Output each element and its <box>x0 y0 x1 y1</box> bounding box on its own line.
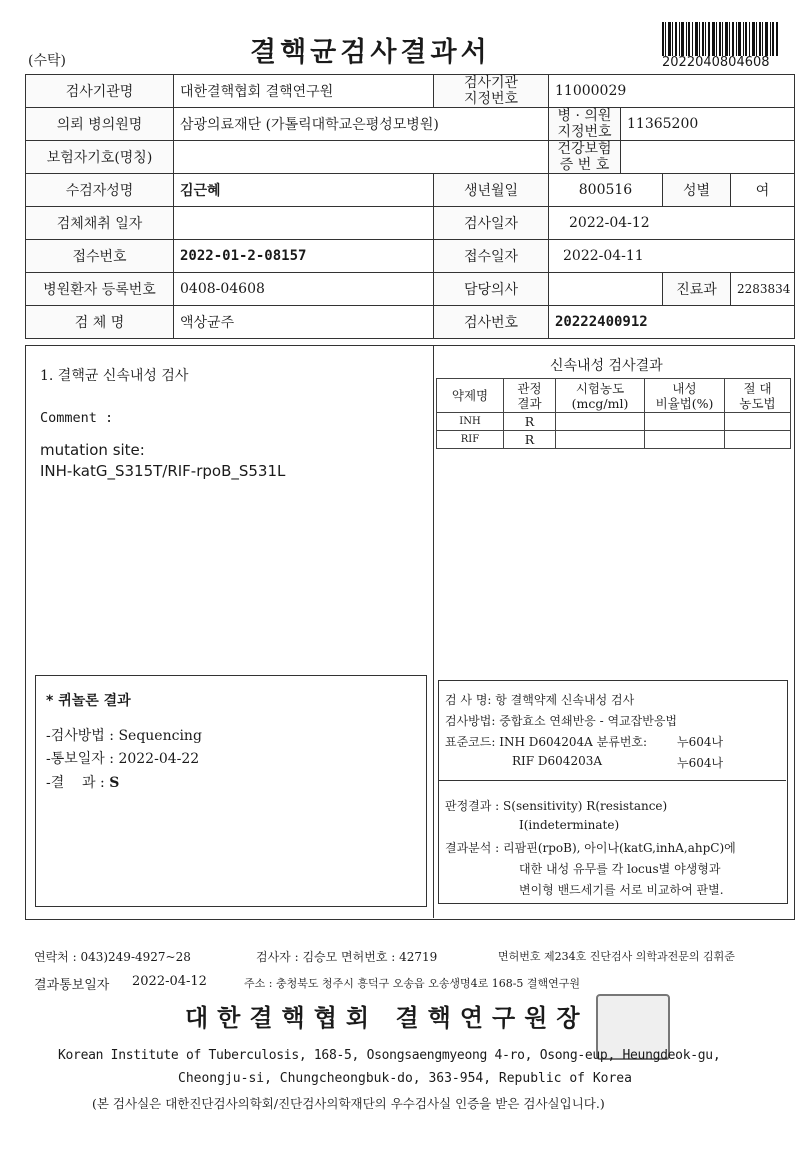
patient-name-label: 수검자성명 <box>26 174 174 207</box>
health-ins-no <box>621 141 795 174</box>
col-concentration: 시험농도 (mcg/ml) <box>556 379 645 413</box>
method-line-3: 표준코드: INH D604204A 분류번호: <box>445 735 648 749</box>
sex: 여 <box>731 174 795 207</box>
method-line-3-code: 누604나 <box>677 735 724 749</box>
receipt-date-label: 접수일자 <box>434 240 549 273</box>
notify-date: 2022-04-12 <box>132 974 207 989</box>
ratio-cell <box>645 413 725 431</box>
test-no-label: 검사번호 <box>434 306 549 339</box>
specialist: 면허번호 제234호 진단검사 의학과전문의 김휘준 <box>498 950 735 963</box>
english-address-1: Korean Institute of Tuberculosis, 168-5, Osongsaengmyeong 4-ro, Osong-eup, Heungdeok-gu, <box>58 1048 721 1063</box>
table-row <box>437 413 791 431</box>
method-line-4-code: 누604나 <box>677 756 724 770</box>
intake-label: (수탁) <box>28 53 66 69</box>
abs-cell <box>725 413 791 431</box>
result-cell: R <box>504 413 556 431</box>
quinolone-notify: -통보일자 : 2022-04-22 <box>46 751 200 767</box>
patient-reg-label: 병원환자 등록번호 <box>26 273 174 306</box>
barcode-number: 2022040804608 <box>662 55 770 70</box>
req-hospital-label: 의뢰 병의원명 <box>26 108 174 141</box>
abs-cell <box>725 431 791 449</box>
method-line-1: 검 사 명: 항 결핵약제 신속내성 검사 <box>445 693 635 707</box>
drug-cell: RIF <box>437 431 504 449</box>
certification: (본 검사실은 대한진단검사의학회/진단검사의학재단의 우수검사실 인증을 받은 검사실입니다.) <box>92 1096 605 1111</box>
inst-no-label: 검사기관 지정번호 <box>434 75 549 108</box>
inst-name: 대한결핵협회 결핵연구원 <box>174 75 434 108</box>
patient-name: 김근혜 <box>174 174 434 207</box>
collect-date <box>174 207 434 240</box>
mutation-value: INH-katG_S315T/RIF-rpoB_S531L <box>40 462 286 480</box>
test-date-label: 검사일자 <box>434 207 549 240</box>
comment-label: Comment : <box>40 410 114 426</box>
divider <box>433 345 434 918</box>
method-info-divider <box>438 780 786 781</box>
receipt-no-label: 접수번호 <box>26 240 174 273</box>
director-title: 대한결핵협회 결핵연구원장 <box>185 1004 589 1032</box>
birth: 800516 <box>549 174 663 207</box>
inst-name-label: 검사기관명 <box>26 75 174 108</box>
col-drug: 약제명 <box>437 379 504 413</box>
specimen: 액상균주 <box>174 306 434 339</box>
mutation-label: mutation site: <box>40 441 145 459</box>
birth-label: 생년월일 <box>434 174 549 207</box>
health-ins-label: 건강보험 증 번 호 <box>549 141 621 174</box>
drug-cell: INH <box>437 413 504 431</box>
sex-label: 성별 <box>663 174 731 207</box>
address: 주소 : 충청북도 청주시 흥덕구 오송읍 오송생명4로 168-5 결핵연구원 <box>244 977 581 990</box>
page-title: 결핵균검사결과서 <box>250 37 491 68</box>
receipt-no: 2022-01-2-08157 <box>174 240 434 273</box>
insurer-label: 보험자기호(명칭) <box>26 141 174 174</box>
clinic-no: 11365200 <box>621 108 795 141</box>
doctor-label: 담당의사 <box>434 273 549 306</box>
col-judgement: 관정 결과 <box>504 379 556 413</box>
conc-cell <box>556 413 645 431</box>
patient-info-table <box>25 74 795 339</box>
examiner: 검사자 : 김승모 면허번호 : 42719 <box>256 950 438 964</box>
judge-line-2: I(indeterminate) <box>519 818 620 832</box>
test-date: 2022-04-12 <box>549 207 795 240</box>
ratio-cell <box>645 431 725 449</box>
specimen-label: 검 체 명 <box>26 306 174 339</box>
col-ratio: 내성 비율법(%) <box>645 379 725 413</box>
analysis-line-1: 결과분석 : 리팜핀(rpoB), 아이나(katG,inhA,ahpC)에 <box>445 841 736 855</box>
analysis-line-3: 변이형 밴드세기를 서로 비교하여 판별. <box>519 883 724 897</box>
rapid-result-table <box>436 378 791 449</box>
req-hospital: 삼광의료재단 (가톨릭대학교은평성모병원) <box>174 108 549 141</box>
method-line-4: RIF D604203A <box>512 754 603 768</box>
table-row <box>437 431 791 449</box>
col-absolute: 절 대 농도법 <box>725 379 791 413</box>
rapid-result-title: 신속내성 검사결과 <box>550 358 663 374</box>
receipt-date: 2022-04-11 <box>549 240 795 273</box>
insurer <box>174 141 549 174</box>
quinolone-method: -검사방법 : Sequencing <box>46 728 202 744</box>
result-cell: R <box>504 431 556 449</box>
barcode <box>662 22 778 56</box>
test-no: 20222400912 <box>549 306 795 339</box>
english-address-2: Cheongju-si, Chungcheongbuk-do, 363-954, Republic of Korea <box>178 1071 632 1086</box>
analysis-line-2: 대한 내성 유무를 각 locus별 야생형과 <box>519 862 721 876</box>
quinolone-heading: * 퀴놀론 결과 <box>46 693 131 709</box>
patient-reg: 0408-04608 <box>174 273 434 306</box>
dept-label: 진료과 <box>663 273 731 306</box>
quinolone-result: -결 과 : S <box>46 775 120 791</box>
conc-cell <box>556 431 645 449</box>
doctor <box>549 273 663 306</box>
judge-line-1: 판정결과 : S(sensitivity) R(resistance) <box>445 799 668 813</box>
inst-no: 11000029 <box>549 75 795 108</box>
collect-date-label: 검체채취 일자 <box>26 207 174 240</box>
contact: 연락처 : 043)249-4927~28 <box>34 950 191 964</box>
notify-date-label: 결과통보일자 <box>34 978 110 993</box>
method-line-2: 검사방법: 중합효소 연쇄반응 - 역교잡반응법 <box>445 714 678 728</box>
test-heading: 1. 결핵균 신속내성 검사 <box>40 368 189 384</box>
dept: 2283834 <box>731 273 795 306</box>
clinic-no-label: 병 · 의원 지정번호 <box>549 108 621 141</box>
